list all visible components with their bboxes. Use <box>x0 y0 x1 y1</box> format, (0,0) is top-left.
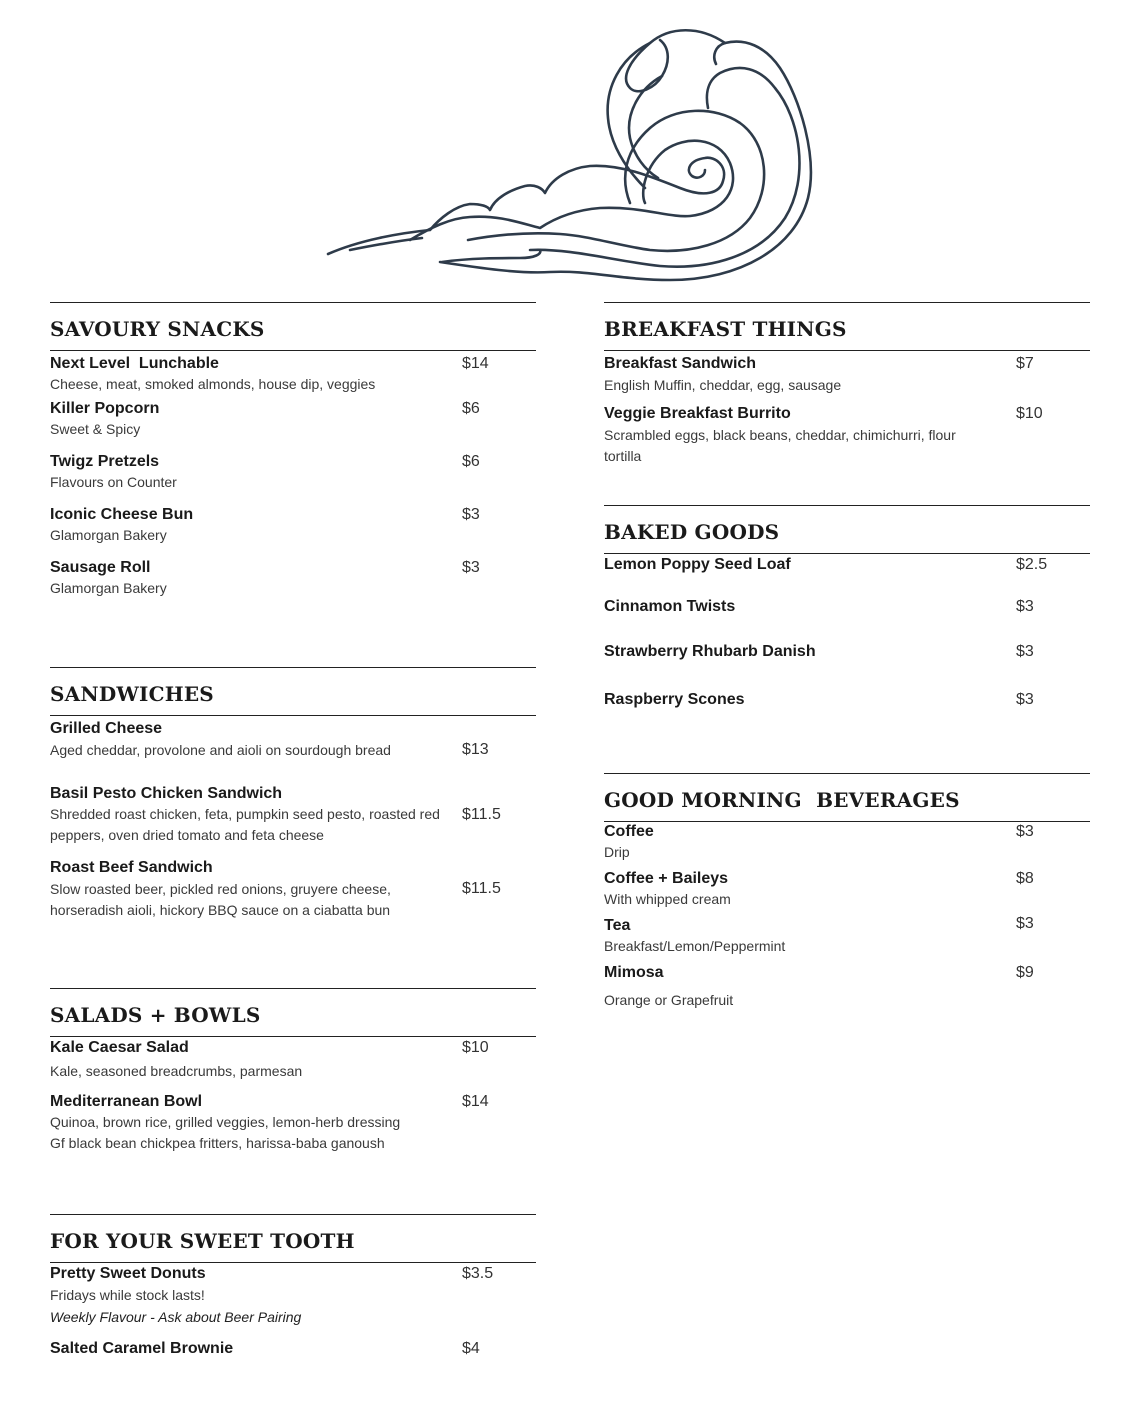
item-description: Kale, seasoned breadcrumbs, parmesan <box>50 1063 303 1079</box>
item-name: Roast Beef Sandwich <box>50 859 213 876</box>
item-description: Glamorgan Bakery <box>50 580 167 596</box>
item-price: $14 <box>462 355 489 372</box>
item-price: $9 <box>1016 964 1034 981</box>
item-name: Pretty Sweet Donuts <box>50 1265 206 1282</box>
item-description-italic: Weekly Flavour - Ask about Beer Pairing <box>50 1309 302 1325</box>
item-price: $10 <box>462 1039 489 1056</box>
item-name: Coffee + Baileys <box>604 870 729 887</box>
item-description: English Muffin, cheddar, egg, sausage <box>604 377 842 393</box>
item-description: Glamorgan Bakery <box>50 527 167 543</box>
item-name: Sausage Roll <box>50 559 151 576</box>
section-title: SAVOURY SNACKS <box>50 303 536 351</box>
menu-item <box>604 404 1090 467</box>
section-title: BAKED GOODS <box>604 506 1090 554</box>
section-title: SALADS + BOWLS <box>50 989 536 1037</box>
item-price: $3 <box>462 506 480 523</box>
item-name: Veggie Breakfast Burrito <box>604 405 791 422</box>
item-name: Lemon Poppy Seed Loaf <box>604 556 791 573</box>
item-description: Quinoa, brown rice, grilled veggies, lemon-herb dressing <box>50 1114 401 1130</box>
item-price: $3 <box>1016 691 1034 708</box>
menu-item <box>604 963 1090 1011</box>
menu-item <box>604 555 1090 575</box>
item-description: With whipped cream <box>604 891 731 907</box>
item-price: $2.5 <box>1016 556 1048 573</box>
menu-item <box>604 916 1090 956</box>
menu-item <box>50 399 536 440</box>
item-description: Scrambled eggs, black beans, cheddar, chimichurri, flour tortilla <box>604 427 956 464</box>
menu-item <box>50 1092 536 1154</box>
item-name: Twigz Pretzels <box>50 453 160 470</box>
item-description: Shredded roast chicken, feta, pumpkin seed pesto, roasted red peppers, oven dried tomato and feta cheese <box>50 806 440 843</box>
item-price: $11.5 <box>462 880 501 897</box>
menu-item <box>50 1038 536 1082</box>
item-price: $14 <box>462 1093 489 1110</box>
item-price: $7 <box>1016 355 1034 372</box>
item-name: Salted Caramel Brownie <box>50 1340 234 1357</box>
item-price: $3 <box>1016 823 1034 840</box>
menu-item <box>50 858 536 921</box>
item-description-extra: Gf black bean chickpea fritters, harissa-baba ganoush <box>50 1135 385 1151</box>
item-price: $3 <box>1016 915 1034 932</box>
menu-item <box>50 505 536 546</box>
menu-item <box>50 784 536 846</box>
menu-item <box>50 719 536 761</box>
item-description: Aged cheddar, provolone and aioli on sourdough bread <box>50 742 391 758</box>
menu-item <box>50 452 536 493</box>
menu-item <box>50 1264 536 1328</box>
item-price: $4 <box>462 1340 480 1357</box>
item-price: $3.5 <box>462 1265 494 1282</box>
item-name: Basil Pesto Chicken Sandwich <box>50 785 283 802</box>
section-good-morning-beverages <box>604 773 1090 1023</box>
wave-icon <box>320 18 820 288</box>
section-title: BREAKFAST THINGS <box>604 303 1090 351</box>
section-sweet-tooth <box>50 1214 536 1374</box>
item-description: Drip <box>604 844 630 860</box>
item-name: Tea <box>604 917 631 934</box>
item-name: Killer Popcorn <box>50 400 160 417</box>
item-description: Orange or Grapefruit <box>604 992 734 1008</box>
item-name: Grilled Cheese <box>50 720 163 737</box>
section-baked-goods <box>604 505 1090 725</box>
item-name: Iconic Cheese Bun <box>50 506 194 523</box>
item-description: Fridays while stock lasts! <box>50 1287 205 1303</box>
menu-item <box>604 354 1090 396</box>
menu-item <box>604 869 1090 909</box>
menu-item <box>50 558 536 599</box>
menu-item <box>50 354 536 395</box>
item-name: Strawberry Rhubarb Danish <box>604 643 816 660</box>
menu-item <box>604 597 1090 617</box>
item-price: $3 <box>462 559 480 576</box>
item-description: Cheese, meat, smoked almonds, house dip, veggies <box>50 376 376 392</box>
section-sandwiches <box>50 667 536 937</box>
item-price: $6 <box>462 453 480 470</box>
item-description: Breakfast/Lemon/Peppermint <box>604 938 786 954</box>
item-name: Mimosa <box>604 964 664 981</box>
section-breakfast-things <box>604 302 1090 482</box>
item-price: $6 <box>462 400 480 417</box>
item-name: Kale Caesar Salad <box>50 1039 189 1056</box>
item-description: Flavours on Counter <box>50 474 177 490</box>
section-salads-bowls <box>50 988 536 1168</box>
section-title: GOOD MORNING BEVERAGES <box>604 774 1090 822</box>
item-price: $3 <box>1016 643 1034 660</box>
menu-item <box>604 642 1090 662</box>
menu-item <box>604 690 1090 710</box>
item-name: Cinnamon Twists <box>604 598 736 615</box>
item-name: Next Level Lunchable <box>50 355 219 372</box>
section-title: SANDWICHES <box>50 668 536 716</box>
item-price: $11.5 <box>462 806 501 823</box>
item-price: $3 <box>1016 598 1034 615</box>
section-title: FOR YOUR SWEET TOOTH <box>50 1215 536 1263</box>
item-description: Slow roasted beer, pickled red onions, gruyere cheese, horseradish aioli, hickory BBQ sauce on a ciabatta bun <box>50 881 391 918</box>
item-description: Sweet & Spicy <box>50 421 141 437</box>
item-name: Mediterranean Bowl <box>50 1093 203 1110</box>
item-name: Raspberry Scones <box>604 691 745 708</box>
item-name: Breakfast Sandwich <box>604 355 757 372</box>
menu-item <box>50 1339 536 1359</box>
menu-item <box>604 822 1090 862</box>
item-price: $10 <box>1016 405 1043 422</box>
item-name: Coffee <box>604 823 654 840</box>
section-savoury-snacks <box>50 302 536 612</box>
item-price: $8 <box>1016 870 1034 887</box>
item-price: $13 <box>462 741 489 758</box>
